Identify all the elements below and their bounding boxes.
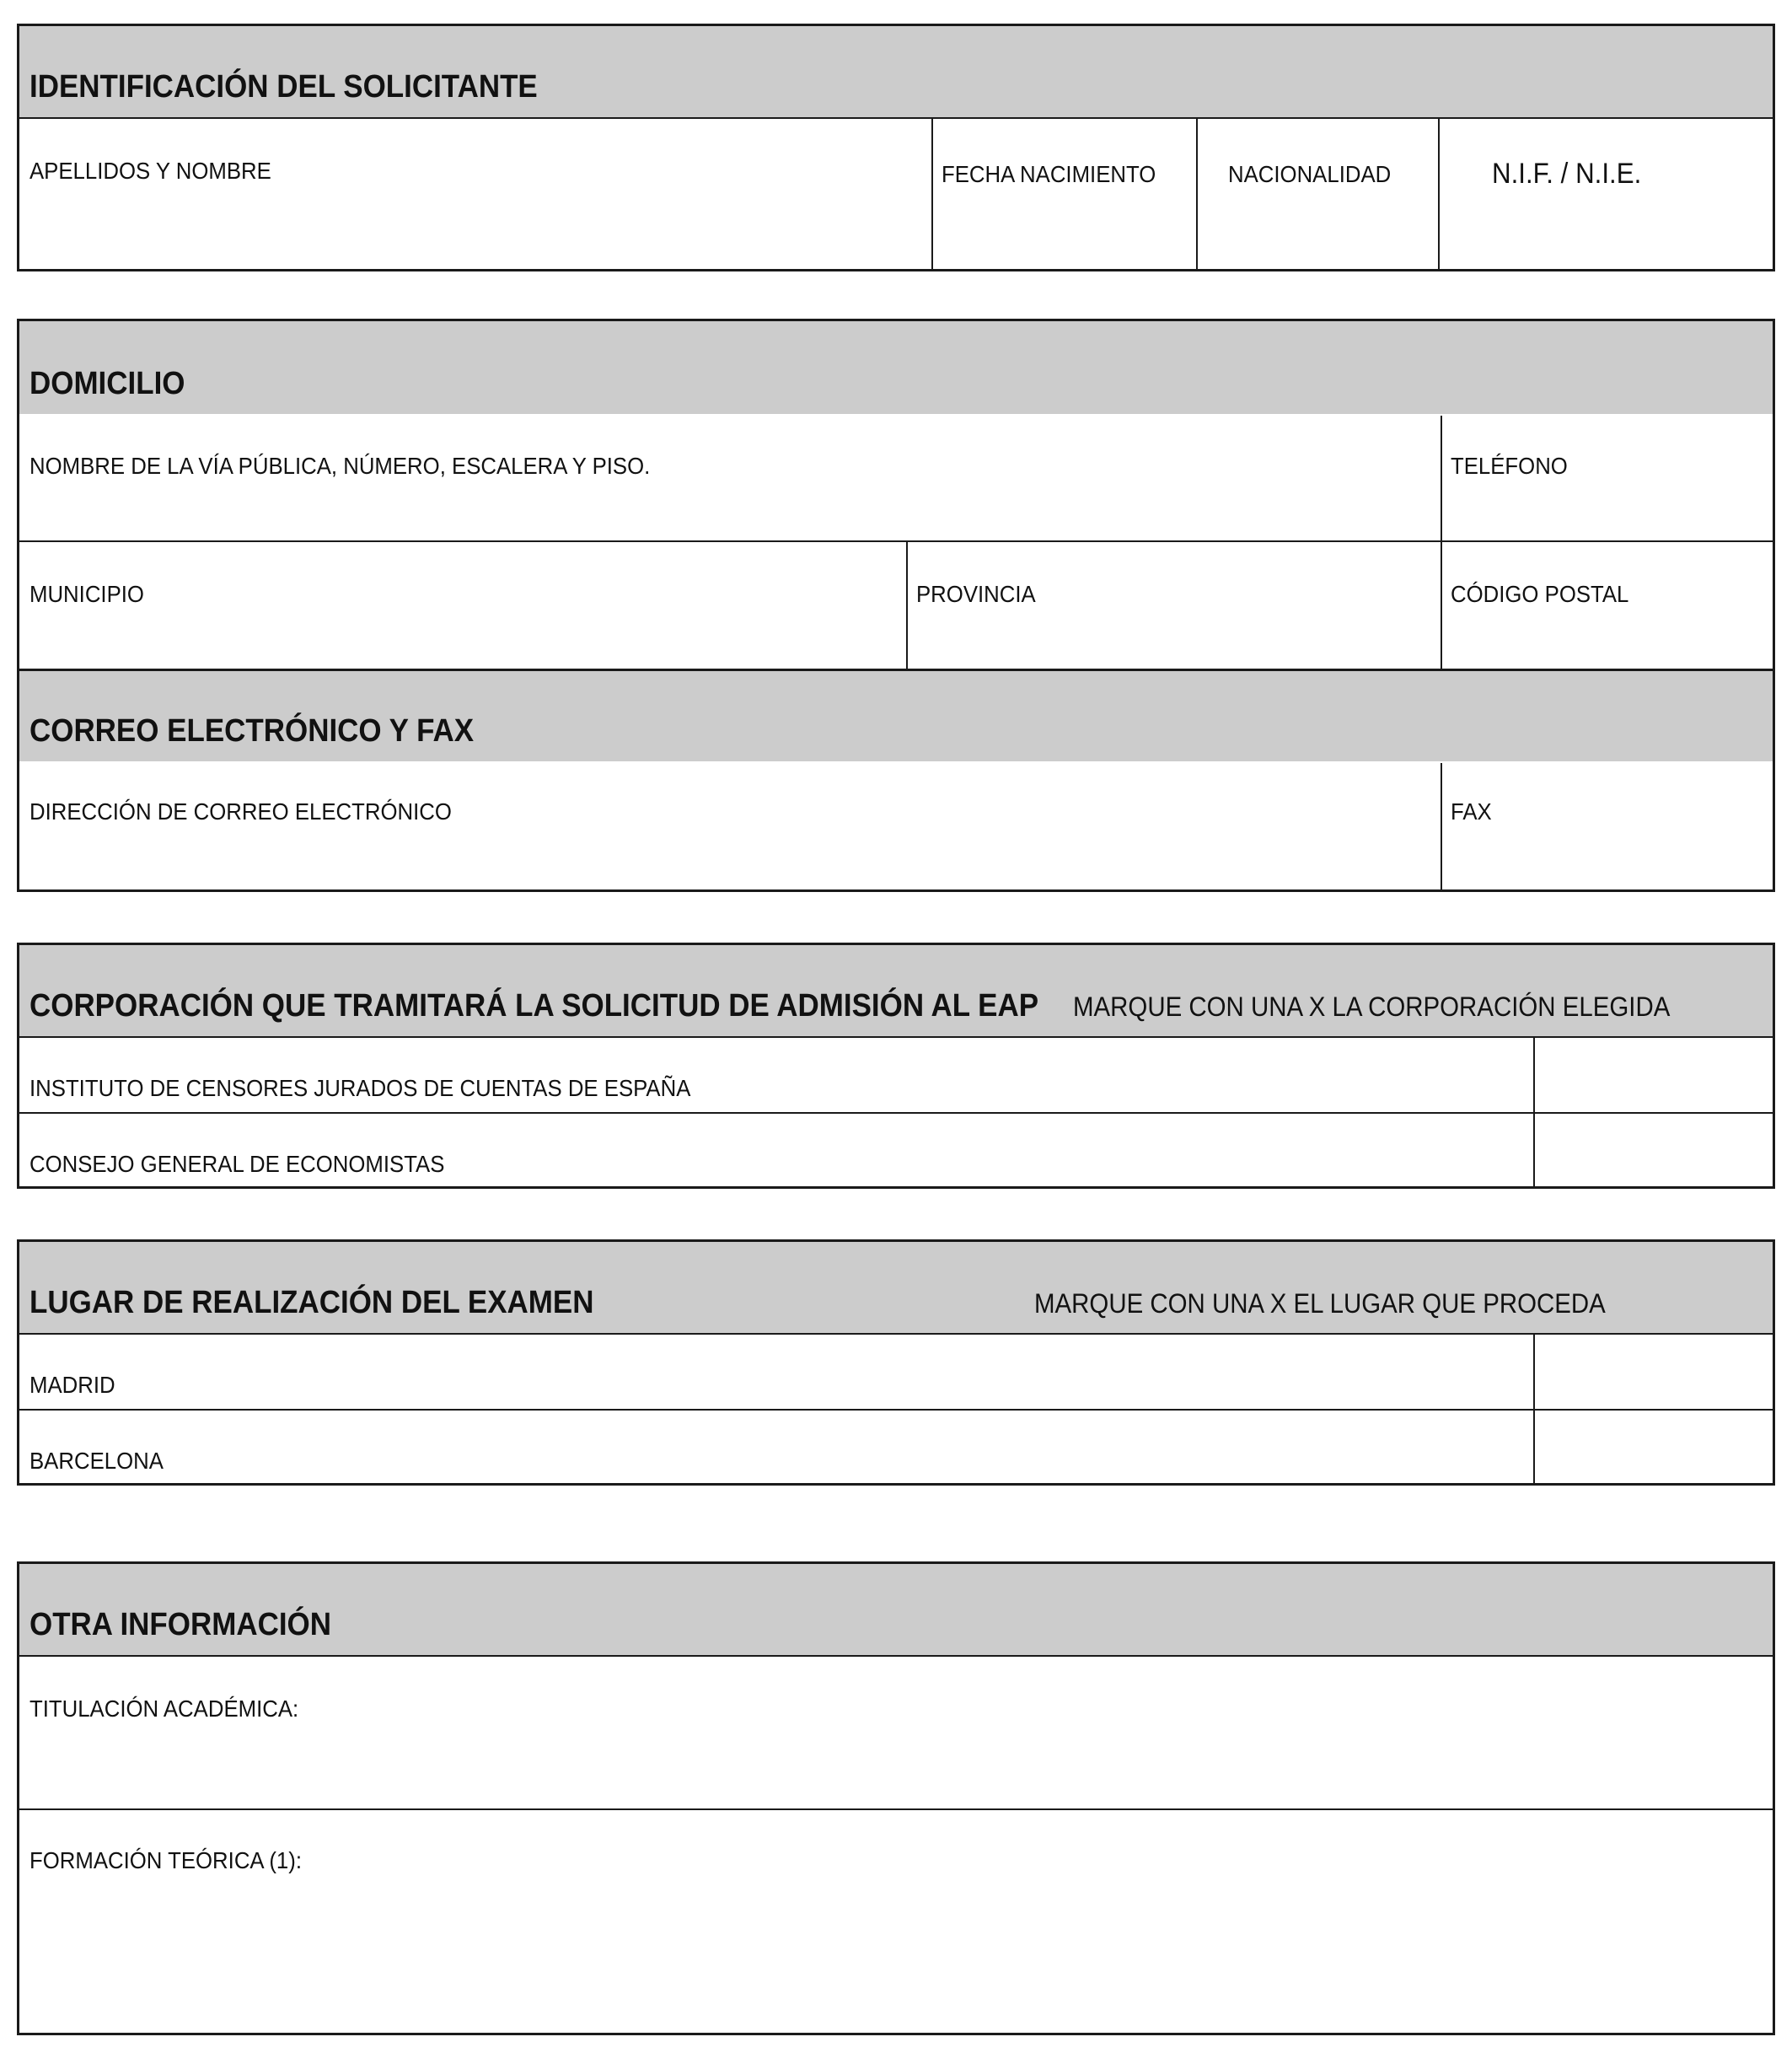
correo-header (19, 669, 1773, 761)
corporacion-header (19, 945, 1773, 1038)
otra-header (19, 1564, 1773, 1657)
municipio-field[interactable] (19, 542, 904, 669)
via-publica-label: NOMBRE DE LA VÍA PÚBLICA, NÚMERO, ESCALERA Y PISO. (30, 453, 651, 479)
domicilio-header (19, 321, 1773, 414)
provincia-label: PROVINCIA (916, 581, 1036, 607)
formacion-label: FORMACIÓN TEÓRICA (1): (30, 1847, 302, 1873)
email-label: DIRECCIÓN DE CORREO ELECTRÓNICO (30, 798, 452, 825)
option-row-madrid (19, 1335, 1532, 1409)
option-label-economistas: CONSEJO GENERAL DE ECONOMISTAS (30, 1151, 445, 1177)
email-field[interactable] (19, 761, 1439, 889)
codigo-postal-field[interactable] (1442, 542, 1773, 669)
checkbox-madrid[interactable] (1535, 1335, 1773, 1407)
identificacion-section (17, 24, 1775, 271)
option-label-icjce: INSTITUTO DE CENSORES JURADOS DE CUENTAS DE ESPAÑA (30, 1075, 691, 1101)
provincia-field[interactable] (908, 542, 1439, 669)
corporacion-title: CORPORACIÓN QUE TRAMITARÁ LA SOLICITUD DE ADMISIÓN AL EAP (30, 988, 1039, 1024)
titulacion-field[interactable] (19, 1657, 1773, 1808)
domicilio-title: DOMICILIO (30, 366, 185, 401)
titulacion-label: TITULACIÓN ACADÉMICA: (30, 1696, 299, 1722)
telefono-field[interactable] (1442, 414, 1773, 540)
domicilio-section (17, 319, 1775, 892)
checkbox-icjce[interactable] (1535, 1038, 1773, 1110)
otra-section (17, 1561, 1775, 2035)
nif-label: N.I.F. / N.I.E. (1492, 158, 1642, 190)
apellidos-label: APELLIDOS Y NOMBRE (30, 158, 271, 184)
lugar-title: LUGAR DE REALIZACIÓN DEL EXAMEN (30, 1285, 594, 1320)
via-publica-field[interactable] (19, 414, 1439, 540)
identificacion-title: IDENTIFICACIÓN DEL SOLICITANTE (30, 69, 538, 105)
telefono-label: TELÉFONO (1451, 453, 1568, 479)
checkbox-economistas[interactable] (1535, 1114, 1773, 1186)
option-label-madrid: MADRID (30, 1372, 115, 1398)
option-row-icjce (19, 1038, 1532, 1112)
identificacion-header (19, 26, 1773, 119)
formacion-field[interactable] (19, 1810, 1773, 2033)
nif-field[interactable] (1440, 119, 1773, 269)
corporacion-section (17, 943, 1775, 1189)
fecha-nacimiento-label: FECHA NACIMIENTO (942, 161, 1156, 187)
option-row-economistas (19, 1114, 1532, 1186)
codigo-postal-label: CÓDIGO POSTAL (1451, 581, 1629, 607)
otra-title: OTRA INFORMACIÓN (30, 1607, 331, 1642)
correo-title: CORREO ELECTRÓNICO Y FAX (30, 713, 475, 749)
option-label-barcelona: BARCELONA (30, 1448, 164, 1474)
lugar-section (17, 1239, 1775, 1486)
fax-field[interactable] (1442, 761, 1773, 889)
checkbox-barcelona[interactable] (1535, 1411, 1773, 1483)
municipio-label: MUNICIPIO (30, 581, 144, 607)
nacionalidad-field[interactable] (1198, 119, 1436, 269)
corporacion-note: MARQUE CON UNA X LA CORPORACIÓN ELEGIDA (1073, 992, 1671, 1022)
fecha-nacimiento-field[interactable] (933, 119, 1194, 269)
option-row-barcelona (19, 1411, 1532, 1483)
apellidos-field[interactable] (19, 119, 930, 269)
lugar-note: MARQUE CON UNA X EL LUGAR QUE PROCEDA (1034, 1288, 1606, 1319)
lugar-header (19, 1242, 1773, 1335)
nacionalidad-label: NACIONALIDAD (1228, 161, 1392, 187)
fax-label: FAX (1451, 798, 1492, 825)
